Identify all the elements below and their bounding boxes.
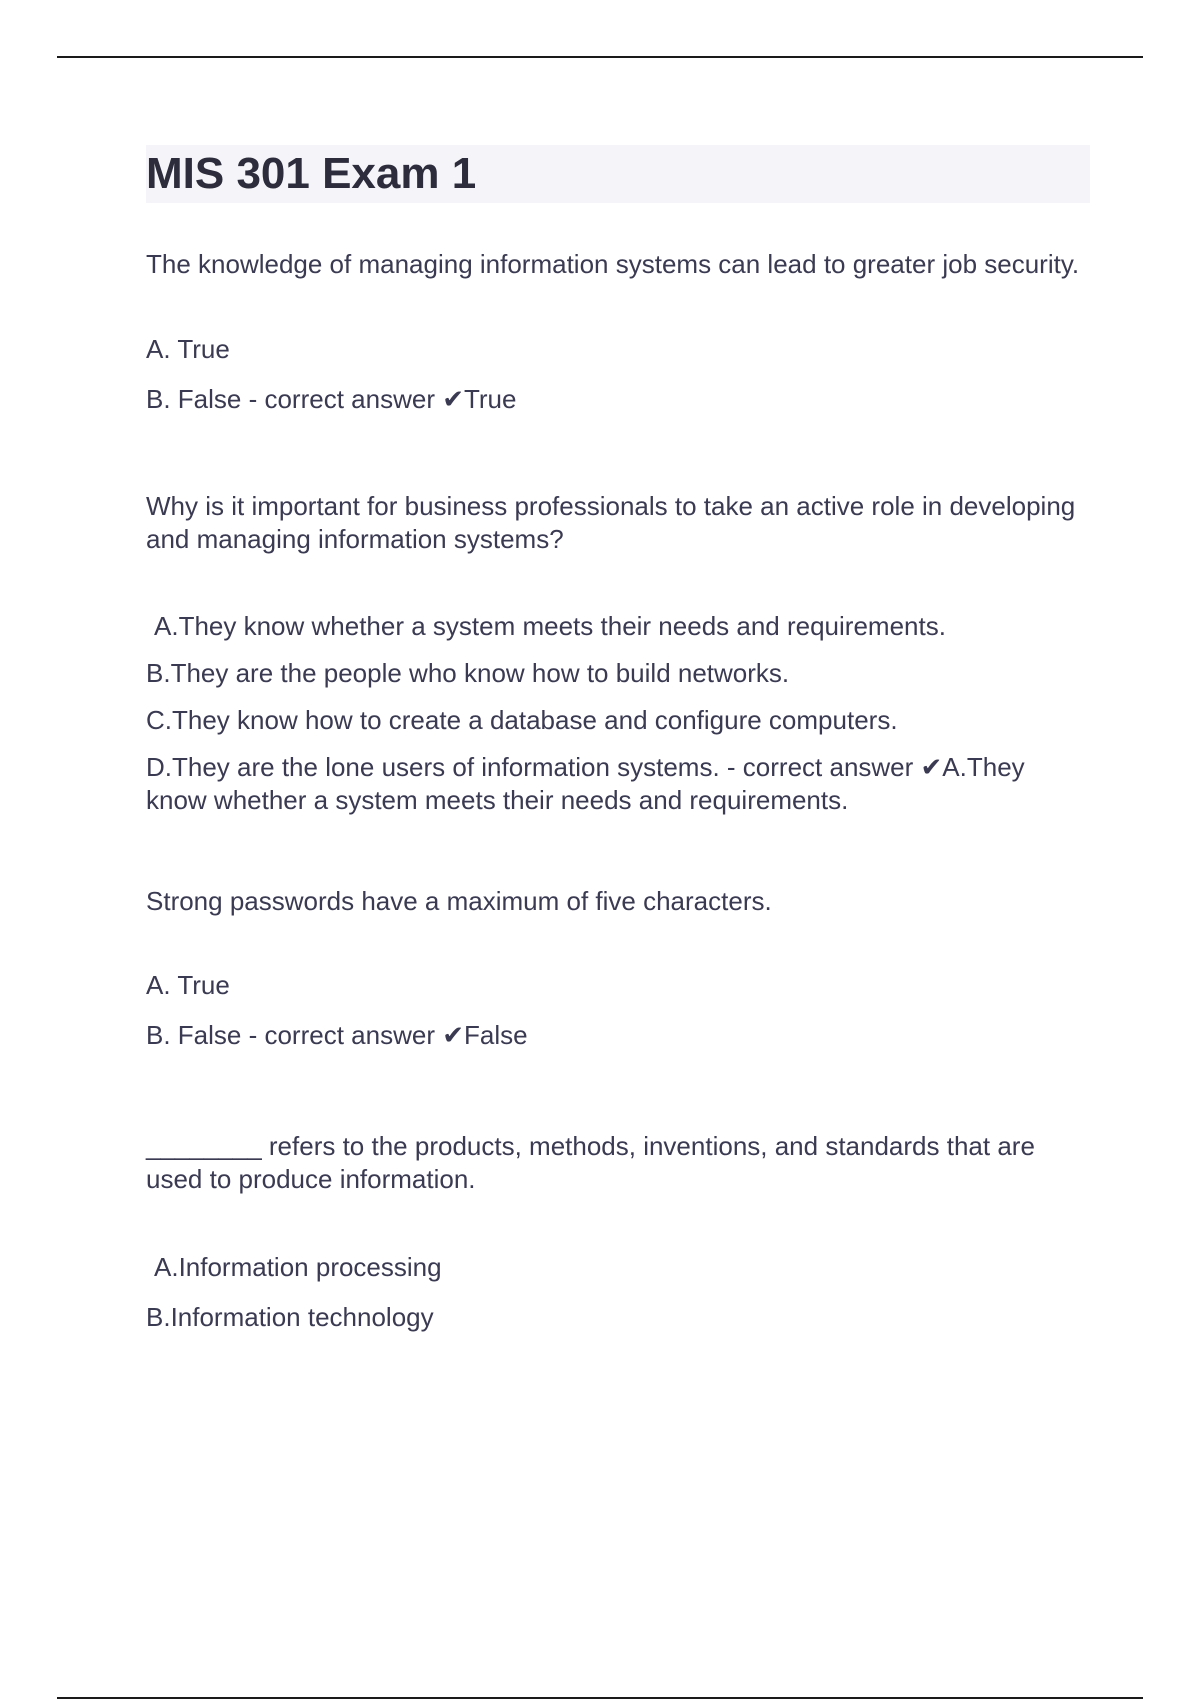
option-list <box>146 610 1090 817</box>
option-list <box>146 1251 1090 1334</box>
option-item: A.They know whether a system meets their needs and requirements. <box>154 611 946 641</box>
question-block <box>146 490 1090 817</box>
option-item: B.Information technology <box>146 1302 434 1332</box>
option-item: B.They are the people who know how to build networks. <box>146 658 790 688</box>
top-divider <box>57 56 1143 58</box>
question-block <box>146 248 1090 416</box>
question-block <box>146 885 1090 1052</box>
option-list <box>146 969 1090 1052</box>
question-text: Why is it important for business professionals to take an active role in developing and managing information systems? <box>146 491 1076 554</box>
option-item: A. True <box>146 334 230 364</box>
bottom-divider <box>57 1697 1143 1699</box>
option-list <box>146 333 1090 416</box>
option-item: B. False - correct answer ✔False <box>146 1020 528 1050</box>
option-item: A. True <box>146 970 230 1000</box>
question-text: The knowledge of managing information systems can lead to greater job security. <box>146 249 1080 279</box>
option-item: D.They are the lone users of information systems. - correct answer ✔A.They know whether a system meets their needs and requirements. <box>146 752 1025 815</box>
question-text: Strong passwords have a maximum of five characters. <box>146 886 772 916</box>
exam-content <box>146 248 1090 1334</box>
option-item: C.They know how to create a database and configure computers. <box>146 705 898 735</box>
page-title: MIS 301 Exam 1 <box>146 149 477 198</box>
option-item: B. False - correct answer ✔True <box>146 384 517 414</box>
question-block <box>146 1130 1090 1334</box>
option-item: A.Information processing <box>154 1252 442 1282</box>
question-text: ________ refers to the products, methods, inventions, and standards that are used to produce information. <box>146 1131 1035 1194</box>
